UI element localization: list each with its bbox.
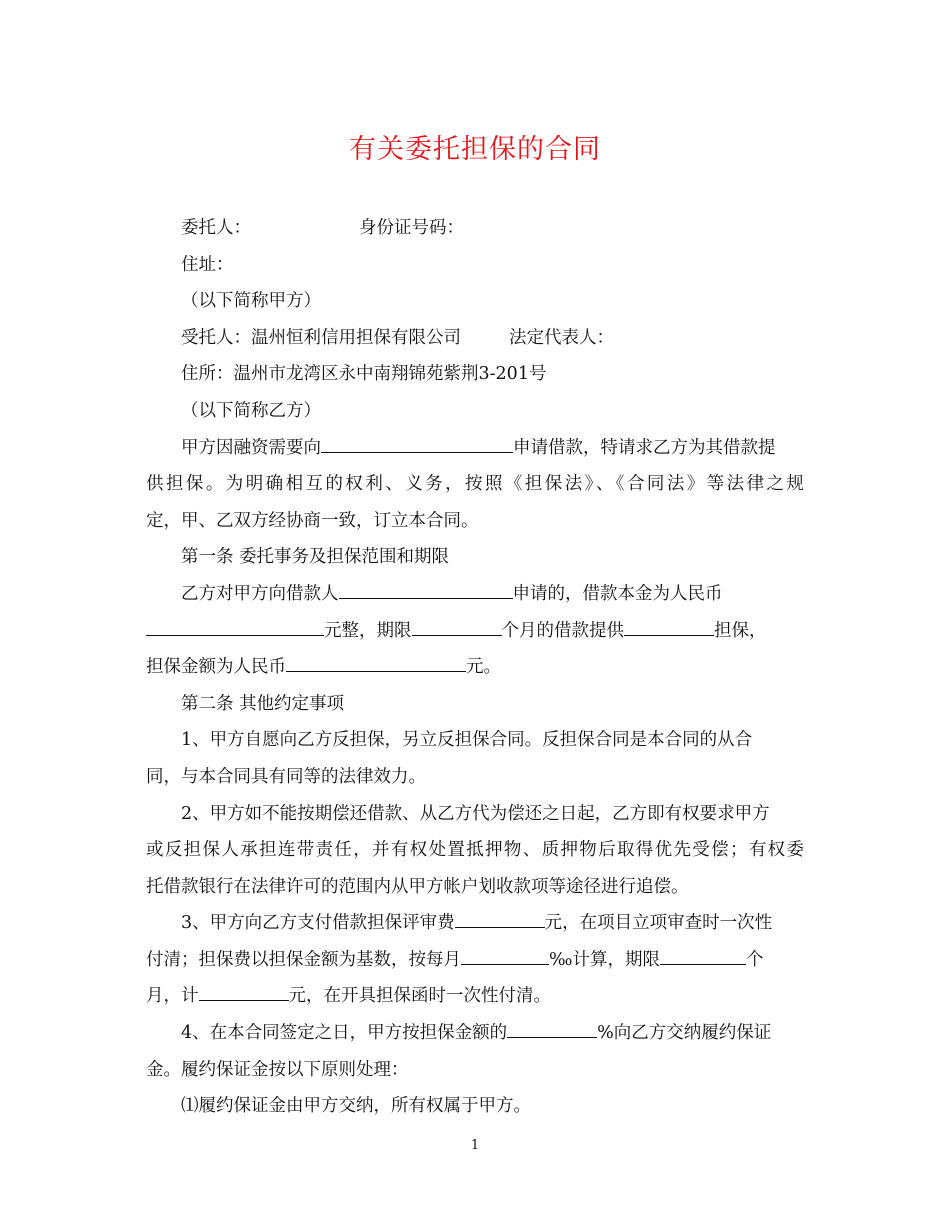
clause-4-line-1: 4、在本合同签定之日，甲方按担保金额的 %向乙方交纳履约保证	[146, 1015, 804, 1052]
clause-3-line-2: 付清；担保费以担保金额为基数，按每月 ‰计算，期限 个	[146, 942, 804, 979]
clause-4-line-2: 金。履约保证金按以下原则处理：	[146, 1059, 409, 1080]
guarantee-amount-blank	[286, 649, 466, 672]
clause-2-line-2: 或反担保人承担连带责任，并有权处置抵押物、质押物后取得优先受偿；有权委	[146, 840, 804, 861]
address-line	[146, 247, 804, 284]
borrower-blank	[339, 576, 513, 599]
principal-line	[146, 210, 804, 247]
party-a-note: （以下简称甲方）	[181, 291, 321, 312]
intro-line-3: 定，甲、乙双方经协商一致，订立本合同。	[146, 510, 479, 531]
clause-1-line-2: 同，与本合同具有同等的法律效力。	[146, 766, 426, 787]
principal-amount-blank	[146, 613, 324, 636]
fee-term-blank	[660, 942, 746, 965]
intro-line-2: 供担保。为明确相互的权利、义务，按照《担保法》、《合同法》等法律之规	[146, 474, 804, 495]
term-months-blank	[412, 613, 502, 636]
article-1-line-3: 担保金额为人民币 元。	[146, 649, 804, 686]
legal-representative-label: 法定代表人：	[509, 327, 614, 348]
clause-4-item-1: ⑴履约保证金由甲方交纳，所有权属于甲方。	[181, 1096, 531, 1117]
agent-label: 受托人：温州恒利信用担保有限公司	[181, 327, 461, 348]
agent-line	[146, 320, 804, 357]
clause-3-line-3: 月，计 元，在开具担保函时一次性付清。	[146, 978, 804, 1015]
clause-1-line-1: 1、甲方自愿向乙方反担保，另立反担保合同。反担保合同是本合同的从合	[181, 730, 753, 751]
guarantee-type-blank	[624, 613, 714, 636]
article-2-heading: 第二条 其他约定事项	[181, 693, 345, 714]
deposit-percent-blank	[507, 1015, 597, 1038]
contract-body	[146, 210, 804, 1125]
residence-line: 住所：温州市龙湾区永中南翔锦苑紫荆3-201号	[181, 364, 547, 385]
party-b-note: （以下简称乙方）	[181, 400, 321, 421]
document-title: 有关委托担保的合同	[349, 134, 601, 165]
intro-line-1: 甲方因融资需要向 申请借款，特请求乙方为其借款提	[146, 430, 804, 467]
clause-3-line-1: 3、甲方向乙方支付借款担保评审费 元，在项目立项审查时一次性	[146, 905, 804, 942]
lender-blank	[321, 430, 513, 453]
page-number: 1	[470, 1138, 480, 1153]
article-1-line-2: 元整，期限 个月的借款提供 担保，	[146, 613, 804, 650]
principal-label: 委托人：	[181, 218, 251, 238]
article-1-heading: 第一条 委托事务及担保范围和期限	[181, 547, 450, 568]
clause-2-line-3: 托借款银行在法律许可的范围内从甲方帐户划收款项等途径进行追偿。	[146, 876, 689, 897]
monthly-rate-blank	[461, 942, 549, 965]
address-label: 住址：	[181, 254, 234, 275]
clause-2-line-1: 2、甲方如不能按期偿还借款、从乙方代为偿还之日起，乙方即有权要求甲方	[181, 803, 770, 824]
total-fee-blank	[199, 978, 289, 1001]
article-1-line-1: 乙方对甲方向借款人 申请的，借款本金为人民币	[146, 576, 804, 613]
review-fee-blank	[455, 905, 545, 928]
id-number-label: 身份证号码：	[359, 218, 464, 238]
